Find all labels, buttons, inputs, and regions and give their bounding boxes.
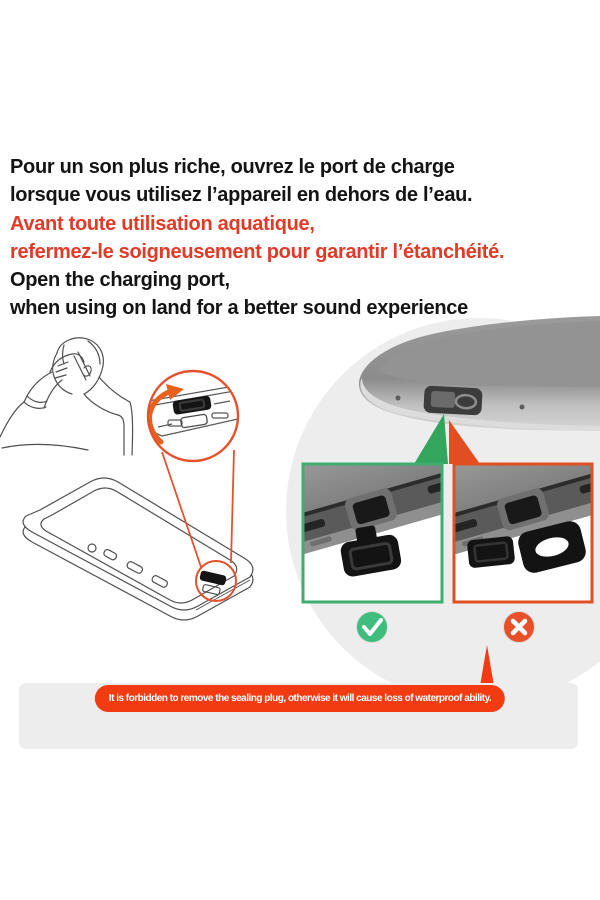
case-render-photo: [359, 316, 600, 431]
instruction-line-fr-red-2: refermez-le soigneusement pour garantir l’étanchéité.: [10, 240, 505, 263]
instruction-line-fr-2: lorsque vous utilisez l’appareil en dehors de l’eau.: [10, 184, 473, 207]
instruction-line-en-2: when using on land for a better sound experience: [10, 297, 468, 320]
instruction-line-fr-red-1: Avant toute utilisation aquatique,: [10, 212, 315, 235]
cross-icon: [504, 612, 535, 643]
instruction-line-en-1: Open the charging port,: [10, 269, 230, 292]
person-line-drawing: [0, 338, 133, 455]
instruction-line-fr-1: Pour un son plus riche, ouvrez le port de charge: [10, 156, 455, 178]
warning-banner-text: It is forbidden to remove the sealing plug, otherwise it will cause loss of waterproof ability.: [108, 693, 492, 704]
charging-port-door: [423, 386, 482, 416]
sealing-plug-removed-piece: [467, 536, 516, 569]
warning-banner: [95, 685, 505, 712]
phone-case-line-drawing: [23, 478, 253, 620]
checkmark-icon: [357, 612, 388, 643]
instruction-text-block: [10, 153, 504, 323]
